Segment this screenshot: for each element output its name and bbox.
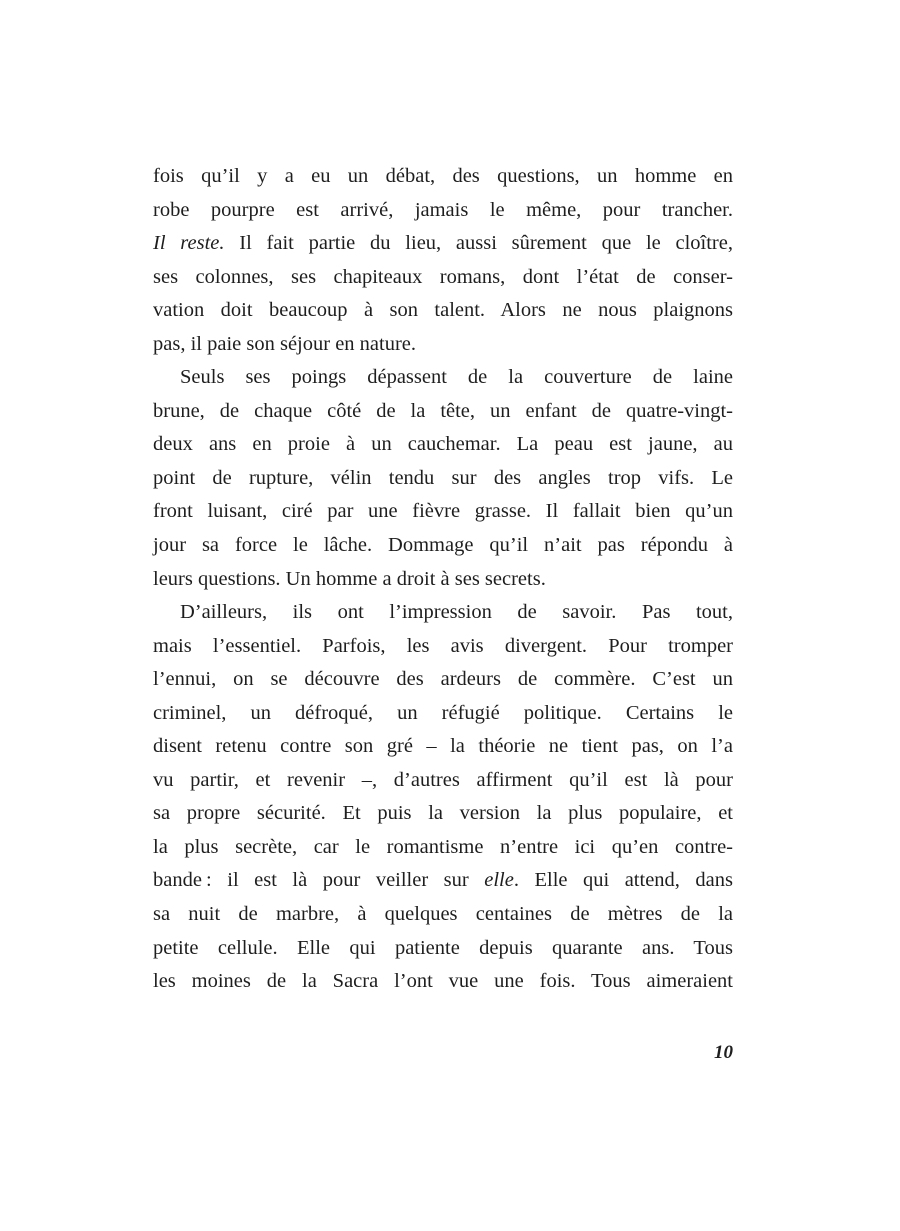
text-line — [153, 428, 733, 462]
text-line — [153, 529, 733, 563]
text-line — [153, 160, 733, 194]
text-segment: robe pourpre est arrivé, jamais le même, pour trancher. — [153, 198, 733, 221]
text-segment: criminel, un défroqué, un réfugié politique. Certains le — [153, 701, 733, 724]
text-segment: vation doit beaucoup à son talent. Alors ne nous plaignons — [153, 299, 733, 322]
text-segment: jour sa force le lâche. Dommage qu’il n’ait pas répondu à — [153, 534, 733, 557]
text-segment: bande : il est là pour veiller sur — [153, 869, 485, 892]
text-segment: l’ennui, on se découvre des ardeurs de commère. C’est un — [153, 668, 733, 691]
text-segment: ses colonnes, ses chapiteaux romans, dont l’état de conser- — [153, 265, 733, 288]
text-line — [153, 261, 733, 295]
text-line — [153, 764, 733, 798]
page-number: 10 — [714, 1042, 733, 1063]
text-line — [153, 194, 733, 228]
text-segment: petite cellule. Elle qui patiente depuis quarante ans. Tous — [153, 936, 733, 959]
text-segment: vu partir, et revenir –, d’autres affirment qu’il est là pour — [153, 768, 733, 791]
text-line — [153, 730, 733, 764]
text-line — [153, 630, 733, 664]
text-line — [153, 898, 733, 932]
text-line — [153, 462, 733, 496]
text-segment: sa nuit de marbre, à quelques centaines de mètres de la — [153, 903, 733, 926]
text-line — [153, 831, 733, 865]
text-segment: . Elle qui attend, dans — [513, 869, 733, 892]
text-line — [153, 227, 733, 261]
text-segment: les moines de la Sacra l’ont vue une fois. Tous aimeraient — [153, 970, 733, 993]
text-line — [153, 395, 733, 429]
text-segment: Il fait partie du lieu, aussi sûrement que le cloître, — [224, 232, 733, 255]
text-segment: disent retenu contre son gré – la théorie ne tient pas, on l’a — [153, 735, 733, 758]
text-line — [153, 697, 733, 731]
text-line — [153, 328, 733, 362]
text-segment: front luisant, ciré par une fièvre grasse. Il fallait bien qu’un — [153, 500, 733, 523]
text-line — [153, 596, 733, 630]
text-line — [153, 361, 733, 395]
text-line — [153, 797, 733, 831]
text-segment: mais l’essentiel. Parfois, les avis divergent. Pour tromper — [153, 634, 733, 657]
text-segment: Seuls ses poings dépassent de la couverture de laine — [180, 366, 733, 389]
text-line — [153, 495, 733, 529]
text-line — [153, 294, 733, 328]
text-segment: sa propre sécurité. Et puis la version la plus populaire, et — [153, 802, 733, 825]
text-segment: Il reste. — [153, 232, 225, 255]
text-segment: leurs questions. Un homme a droit à ses secrets. — [153, 567, 546, 590]
text-segment: D’ailleurs, ils ont l’impression de savoir. Pas tout, — [180, 601, 733, 624]
text-segment: brune, de chaque côté de la tête, un enfant de quatre-vingt- — [153, 399, 733, 422]
body-text — [153, 160, 733, 999]
text-line — [153, 563, 733, 597]
text-segment: la plus secrète, car le romantisme n’entre ici qu’en contre- — [153, 835, 733, 858]
text-segment: elle — [484, 869, 514, 892]
text-line — [153, 864, 733, 898]
text-line — [153, 932, 733, 966]
text-line — [153, 965, 733, 999]
text-segment: pas, il paie son séjour en nature. — [153, 332, 417, 355]
text-segment: point de rupture, vélin tendu sur des angles trop vifs. Le — [153, 466, 733, 489]
text-line — [153, 663, 733, 697]
text-segment: fois qu’il y a eu un débat, des questions, un homme en — [153, 165, 733, 187]
text-segment: deux ans en proie à un cauchemar. La peau est jaune, au — [153, 433, 733, 456]
